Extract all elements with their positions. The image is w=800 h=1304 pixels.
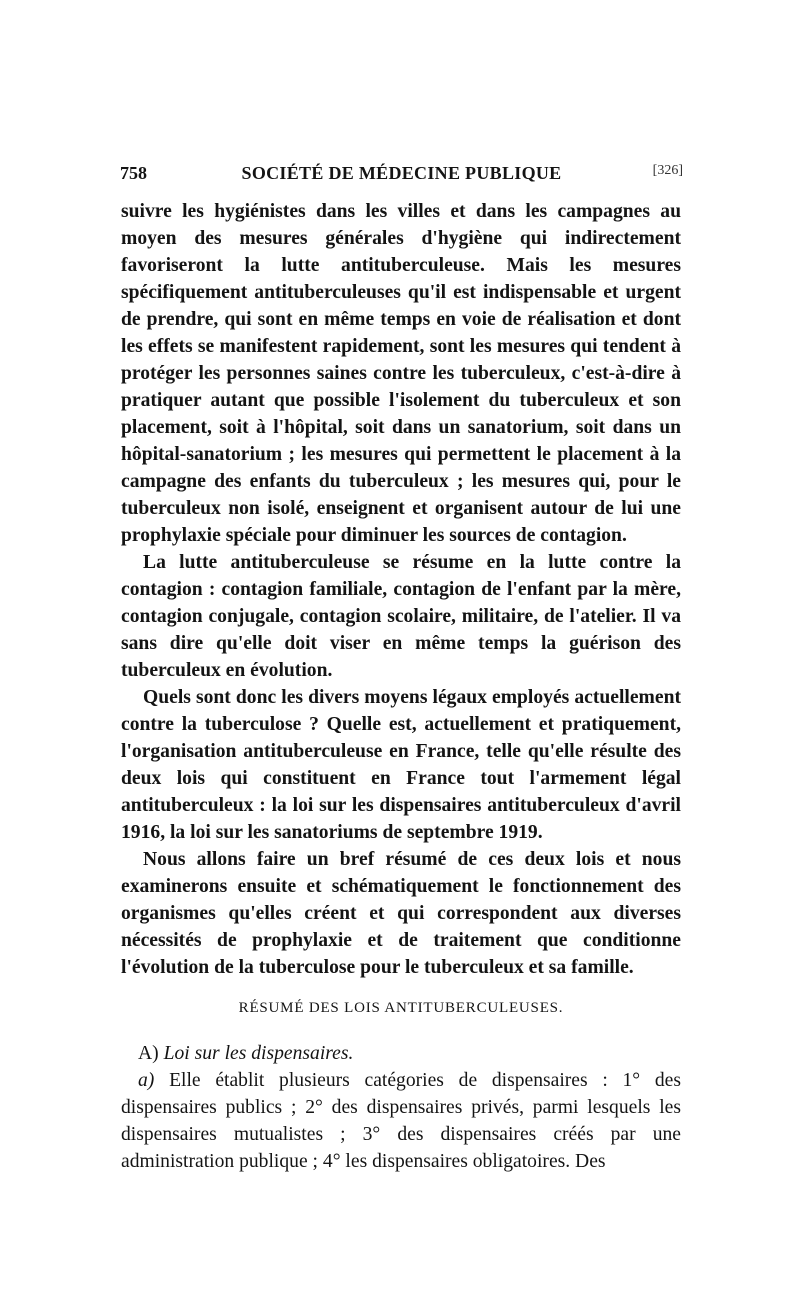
law-clause xyxy=(121,1067,681,1175)
main-text-block xyxy=(121,198,681,981)
law-summary-block xyxy=(121,1040,681,1175)
bracket-page-number: [326] xyxy=(652,163,683,178)
law-marker: A) xyxy=(138,1043,159,1064)
paragraph: La lutte antituberculeuse se résume en la lutte contre la contagion : contagion familiale, contagion de l'enfant par la mère, contagion conjugale, contagion scolaire, militaire, de l'atelier. Il va sans dire qu'elle doit viser en même temps la guérison des tuberculeux en évolution. xyxy=(121,552,681,681)
paragraph: suivre les hygiénistes dans les villes et dans les campagnes au moyen des mesures générales d'hygiène qui indirectement favoriseront la lutte antituberculeuse. Mais les mesures spécifiquement antituberculeuses qu'il est indispensable et urgent de prendre, qui sont en même temps en voie de réalisation et dont les effets se manifestent rapidement, sont les mesures qui tendent à protéger les personnes saines contre les tuberculeux, c'est-à-dire à pratiquer autant que possible l'isolement du tuberculeux et son placement, soit à l'hôpital, soit dans un sanatorium, soit dans un hôpital-sanatorium ; les mesures qui permettent le placement à la campagne des enfants du tuberculeux ; les mesures qui, pour le tuberculeux non isolé, enseignent et organisent autour de lui une prophylaxie spéciale pour diminuer les sources de contagion. xyxy=(121,201,681,546)
running-title: SOCIÉTÉ DE MÉDECINE PUBLIQUE xyxy=(241,163,562,183)
page-number: 758 xyxy=(120,163,147,183)
section-title: RÉSUMÉ DES LOIS ANTITUBERCULEUSES. xyxy=(238,1000,564,1016)
law-heading xyxy=(121,1040,681,1067)
law-title: Loi sur les dispensaires. xyxy=(163,1043,354,1064)
clause-marker: a) xyxy=(138,1070,155,1091)
paragraph: Nous allons faire un bref résumé de ces deux lois et nous examinerons ensuite et schématiquement le fonctionnement des organismes qu'elles créent et qui correspondent aux diverses nécessités de prophylaxie et de traitement que conditionne l'évolution de la tuberculose pour le tuberculeux et sa famille. xyxy=(121,849,681,978)
page-header xyxy=(120,163,683,189)
paragraph: Quels sont donc les divers moyens légaux employés actuellement contre la tuberculose ? Quelle est, actuellement et pratiquement, l'organisation antituberculeuse en France, telle qu'elle résulte des deux lois qui constituent en France tout l'armement légal antituberculeux : la loi sur les dispensaires antituberculeux d'avril 1916, la loi sur les sanatoriums de septembre 1919. xyxy=(121,687,681,843)
clause-text: Elle établit plusieurs catégories de dispensaires : 1° des dispensaires publics ; 2° des dispensaires privés, parmi lesquels les dispensaires mutualistes ; 3° des dispensaires créés par une administration publique ; 4° les dispensaires obligatoires. Des xyxy=(121,1070,681,1172)
